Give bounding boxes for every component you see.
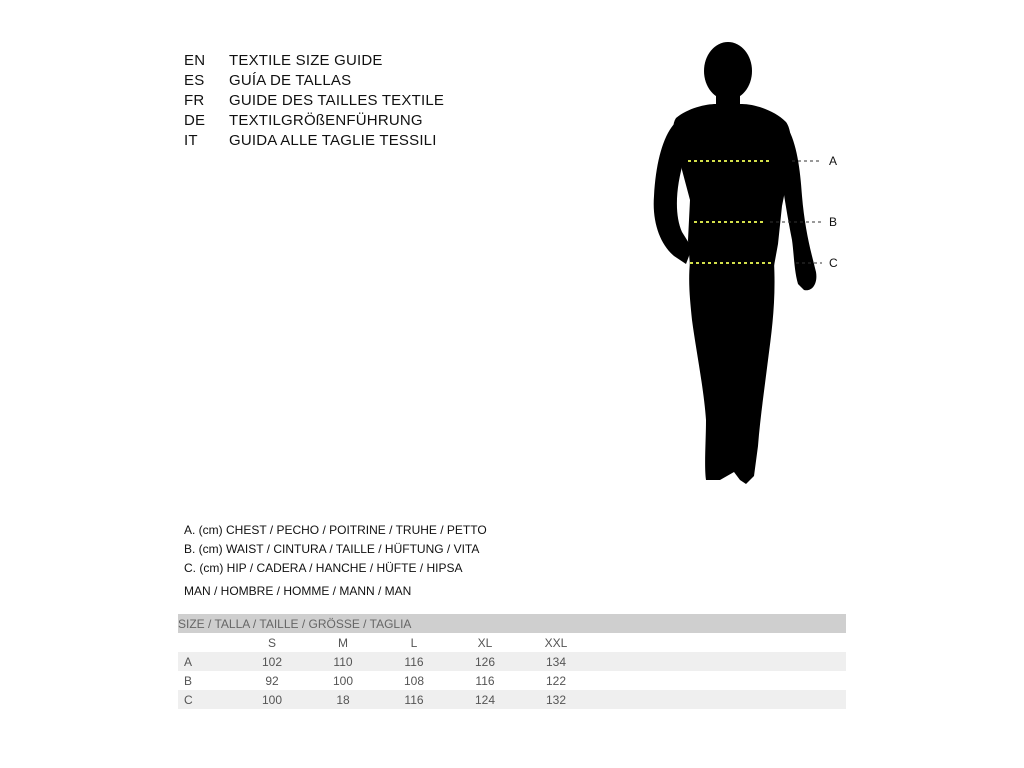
language-code: DE [184,111,206,129]
empty-cell [178,633,238,652]
table-cell: 122 [545,673,567,688]
table-header-row [178,614,846,633]
table-row [178,652,846,671]
language-code: ES [184,71,205,89]
size-label: S [267,635,276,650]
legend-waist: B. (cm) WAIST / CINTURA / TAILLE / HÜFTUNG / VITA [184,542,480,556]
table-row [178,671,846,690]
table-cell: 126 [474,654,496,669]
table-cell: 124 [474,692,496,707]
silhouette-torso [673,104,791,266]
size-labels-row [178,633,846,652]
spacer-cell [590,652,846,671]
table-header: SIZE / TALLA / TAILLE / GRÖSSE / TAGLIA [178,616,412,631]
size-label: M [338,635,348,650]
spacer-cell [590,671,846,690]
spacer-cell [590,633,846,652]
man-silhouette-icon [654,42,817,484]
marker-c: C [829,256,838,270]
row-label: B [184,673,193,688]
size-label: XXL [544,635,568,650]
size-table [178,614,846,709]
table-cell: 108 [403,673,425,688]
silhouette-right-arm [780,122,816,290]
table-cell: 100 [261,692,283,707]
title-text: GUIDE DES TAILLES TEXTILE [229,91,445,109]
row-label: C [184,692,193,707]
table-cell: 92 [265,673,279,688]
gender-label: MAN / HOMBRE / HOMME / MANN / MAN [184,584,412,598]
table-cell: 116 [404,654,424,669]
title-text: GUÍA DE TALLAS [229,71,352,89]
table-cell: 132 [545,692,567,707]
spacer-cell [590,690,846,709]
legend-hip: C. (cm) HIP / CADERA / HANCHE / HÜFTE / HIPSA [184,561,463,575]
language-code: IT [184,131,198,149]
size-label: XL [477,635,493,650]
title-text: GUIDA ALLE TAGLIE TESSILI [229,131,437,149]
table-row [178,690,846,709]
table-cell: 116 [475,673,495,688]
language-code: FR [184,91,205,109]
measurement-legend [184,521,487,578]
table-cell: 116 [404,692,424,707]
size-label: L [410,635,418,650]
marker-a: A [829,154,838,168]
title-text: TEXTILGRÖßENFÜHRUNG [229,111,423,129]
title-text: TEXTILE SIZE GUIDE [229,51,383,69]
silhouette-legs [689,262,774,484]
table-cell: 110 [333,654,353,669]
language-code: EN [184,51,206,69]
marker-b: B [829,215,838,229]
silhouette-head [704,42,752,100]
table-cell: 134 [545,654,567,669]
table-cell: 18 [336,692,350,707]
table-cell: 100 [332,673,354,688]
row-label: A [184,654,193,669]
legend-chest: A. (cm) CHEST / PECHO / POITRINE / TRUHE / PETTO [184,523,487,537]
table-cell: 102 [261,654,283,669]
